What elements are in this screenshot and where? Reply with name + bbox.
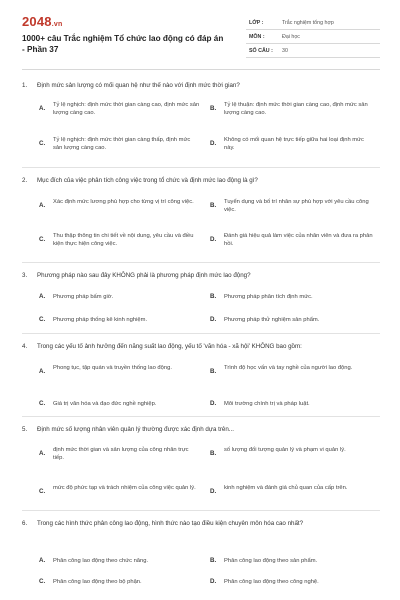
option-text: Tỷ lệ thuận: định mức thời gian càng cao, định mức sản lượng càng cao. [224,102,368,117]
question-text: Trong các hình thức phân công lao động, hình thức nào tạo điều kiện chuyên môn hóa cao nhất? [37,520,304,527]
option-text: số lượng đối tượng quản lý và phạm vi quản lý. [224,447,346,453]
logo-text: 2048 [22,14,52,29]
option-text: Phương pháp bấm giờ. [53,294,114,300]
option-letter: C. [39,400,46,407]
option-letter: B. [210,557,217,564]
question-number: 6. [22,520,28,527]
meta-row-subject [246,30,380,44]
option-letter: A. [39,368,46,375]
option-text: Phân công lao động theo chức năng. [53,558,149,564]
option-letter: B. [210,450,217,457]
option-letter: B. [210,202,217,209]
question-number: 2. [22,177,28,184]
option-text: kinh nghiệm và đánh giá chủ quan của cấp trên. [224,485,348,491]
option-letter: A. [39,557,46,564]
option-letter: D. [210,400,217,407]
option-text: Phân công lao động theo sản phẩm. [224,558,318,564]
option-letter: A. [39,293,46,300]
question-number: 5. [22,426,28,433]
option-letter: D. [210,578,217,585]
option-letter: D. [210,236,217,243]
option-letter: D. [210,316,217,323]
option-letter: A. [39,450,46,457]
meta-key: MÔN : [249,34,265,40]
option-text: Thu thập thông tin chi tiết về nội dung, yêu cầu và điều kiện thực hiện công việc. [53,233,194,248]
option-letter: D. [210,488,217,495]
option-text: Đánh giá hiệu quả làm việc của nhân viên và đưa ra phản hồi. [224,233,373,248]
question-text: Phương pháp nào sau đây KHÔNG phải là phương pháp định mức lao động? [37,272,251,279]
meta-row-class [246,16,380,30]
document-header [22,10,380,68]
option-text: Trình độ học vấn và tay nghề của người lao động. [224,365,353,371]
option-letter: C. [39,140,46,147]
option-letter: B. [210,293,217,300]
option-text: Tuyển dụng và bố trí nhân sự phù hợp với yêu cầu công việc. [224,199,369,214]
question-divider [22,416,380,417]
meta-value: Đại học [282,34,300,40]
meta-value: Trắc nghiệm tổng hợp [282,20,334,26]
logo-suffix: .vn [51,21,63,28]
option-letter: B. [210,105,217,112]
option-text: Phong tục, tập quán và truyền thống lao động. [53,365,172,371]
meta-value: 30 [282,48,288,54]
question-divider [22,167,380,168]
meta-key: SỐ CÂU : [249,48,273,54]
question-number: 1. [22,82,28,89]
site-logo[interactable] [22,14,62,29]
option-letter: C. [39,488,46,495]
option-letter: A. [39,202,46,209]
option-text: mức độ phức tạp và trách nhiệm của công việc quản lý. [53,485,196,491]
option-text: Tỷ lệ nghịch: định mức thời gian càng cao, định mức sản lượng càng cao. [53,102,200,117]
option-text: Phân công lao động theo bộ phận. [53,579,142,585]
option-text: Phương pháp thử nghiệm sản phẩm. [224,317,320,323]
question-text: Mục đích của việc phân tích công việc trong tổ chức và định mức lao động là gì? [37,177,258,184]
option-text: định mức thời gian và sản lượng của công nhân trực tiếp. [53,447,189,462]
option-text: Không có mối quan hệ trực tiếp giữa hai loại định mức này. [224,137,364,152]
option-text: Phân công lao động theo công nghệ. [224,579,319,585]
question-divider [22,510,380,511]
option-text: Phương pháp thống kê kinh nghiệm. [53,317,148,323]
question-number: 3. [22,272,28,279]
option-letter: A. [39,105,46,112]
option-letter: C. [39,236,46,243]
option-letter: D. [210,140,217,147]
option-text: Tỷ lệ nghịch: định mức thời gian càng thấp, định mức sản lượng càng cao. [53,137,191,152]
option-letter: B. [210,368,217,375]
meta-row-count [246,44,380,58]
meta-table [246,16,380,58]
document-title: 1000+ câu Trắc nghiệm Tổ chức lao động có đáp án - Phần 37 [22,34,224,54]
question-divider [22,333,380,334]
question-text: Định mức số lượng nhân viên quản lý thường được xác định dựa trên... [37,426,234,433]
meta-key: LỚP : [249,20,264,26]
option-letter: C. [39,578,46,585]
option-text: Phương pháp phân tích định mức. [224,294,313,300]
option-text: Xác định mức lương phù hợp cho từng vị trí công việc. [53,199,194,205]
header-divider [22,69,380,70]
question-text: Trong các yếu tố ảnh hưởng đến năng suất lao động, yếu tố 'văn hóa - xã hội' KHÔNG bao gồm: [37,343,302,350]
question-text: Định mức sản lượng có mối quan hệ như thế nào với định mức thời gian? [37,82,240,89]
question-number: 4. [22,343,28,350]
question-divider [22,262,380,263]
option-letter: C. [39,316,46,323]
option-text: Môi trường chính trị và pháp luật. [224,401,310,407]
option-text: Giá trị văn hóa và đạo đức nghề nghiệp. [53,401,157,407]
